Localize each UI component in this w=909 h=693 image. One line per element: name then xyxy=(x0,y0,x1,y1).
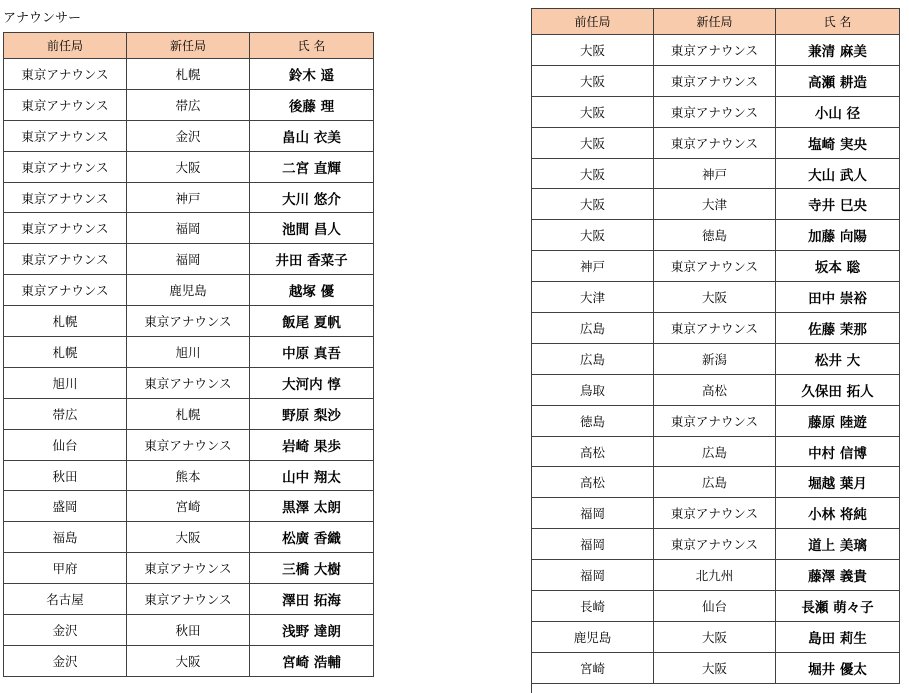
previous-station-cell: 札幌 xyxy=(4,306,127,337)
table-row xyxy=(4,151,374,182)
table-row xyxy=(532,189,900,220)
previous-station-cell: 仙台 xyxy=(4,429,127,460)
name-cell: 寺井 巳央 xyxy=(776,189,900,220)
new-station-cell: 北九州 xyxy=(654,560,776,591)
previous-station-cell: 福岡 xyxy=(532,529,654,560)
table-row xyxy=(532,96,900,127)
table-row xyxy=(532,282,900,313)
previous-station-cell: 神戸 xyxy=(532,251,654,282)
new-station-cell: 新潟 xyxy=(654,343,776,374)
new-station-cell: 東京アナウンス xyxy=(654,65,776,96)
table-row xyxy=(532,35,900,66)
name-cell: 大川 悠介 xyxy=(250,182,374,213)
name-cell: 畠山 衣美 xyxy=(250,120,374,151)
table-row xyxy=(532,65,900,96)
new-station-cell: 神戸 xyxy=(127,182,250,213)
name-cell: 中村 信博 xyxy=(776,436,900,467)
table-row xyxy=(532,220,900,251)
table-row xyxy=(4,89,374,120)
header-new-station: 新任局 xyxy=(127,33,250,59)
previous-station-cell: 福島 xyxy=(4,522,127,553)
previous-station-cell: 大阪 xyxy=(532,158,654,189)
new-station-cell: 大阪 xyxy=(127,522,250,553)
table-row xyxy=(4,398,374,429)
new-station-cell: 仙台 xyxy=(654,591,776,622)
previous-station-cell: 東京アナウンス xyxy=(4,59,127,90)
roster-table-right xyxy=(531,8,900,684)
table-row xyxy=(532,652,900,683)
table-row xyxy=(4,306,374,337)
new-station-cell: 大阪 xyxy=(654,282,776,313)
header-row xyxy=(4,33,374,59)
previous-station-cell: 広島 xyxy=(532,313,654,344)
new-station-cell: 東京アナウンス xyxy=(127,584,250,615)
previous-station-cell: 高松 xyxy=(532,436,654,467)
previous-station-cell: 長崎 xyxy=(532,591,654,622)
previous-station-cell: 大阪 xyxy=(532,35,654,66)
new-station-cell: 東京アナウンス xyxy=(654,529,776,560)
new-station-cell: 東京アナウンス xyxy=(654,498,776,529)
name-cell: 澤田 拓海 xyxy=(250,584,374,615)
new-station-cell: 神戸 xyxy=(654,158,776,189)
name-cell: 飯尾 夏帆 xyxy=(250,306,374,337)
table-row xyxy=(4,615,374,646)
name-cell: 堀井 優太 xyxy=(776,652,900,683)
previous-station-cell: 帯広 xyxy=(4,398,127,429)
name-cell: 小山 径 xyxy=(776,96,900,127)
table-row xyxy=(4,213,374,244)
table-row xyxy=(4,337,374,368)
new-station-cell: 東京アナウンス xyxy=(127,306,250,337)
name-cell: 岩崎 果歩 xyxy=(250,429,374,460)
name-cell: 三橋 大樹 xyxy=(250,553,374,584)
new-station-cell: 大阪 xyxy=(127,151,250,182)
table-row xyxy=(532,374,900,405)
new-station-cell: 東京アナウンス xyxy=(654,35,776,66)
table-row xyxy=(4,367,374,398)
table-row xyxy=(4,244,374,275)
table-row xyxy=(532,127,900,158)
new-station-cell: 東京アナウンス xyxy=(654,405,776,436)
name-cell: 二宮 直輝 xyxy=(250,151,374,182)
table-row xyxy=(4,491,374,522)
table-row xyxy=(4,553,374,584)
header-name: 氏 名 xyxy=(776,9,900,35)
previous-station-cell: 秋田 xyxy=(4,460,127,491)
table-row xyxy=(532,251,900,282)
name-cell: 長瀬 萌々子 xyxy=(776,591,900,622)
name-cell: 加藤 向陽 xyxy=(776,220,900,251)
name-cell: 佐藤 茉那 xyxy=(776,313,900,344)
table-row xyxy=(532,621,900,652)
table-row xyxy=(532,158,900,189)
table-row xyxy=(4,460,374,491)
name-cell: 久保田 拓人 xyxy=(776,374,900,405)
new-station-cell: 熊本 xyxy=(127,460,250,491)
table-row xyxy=(4,182,374,213)
previous-station-cell: 東京アナウンス xyxy=(4,244,127,275)
name-cell: 野原 梨沙 xyxy=(250,398,374,429)
previous-station-cell: 鳥取 xyxy=(532,374,654,405)
table-row xyxy=(4,429,374,460)
new-station-cell: 東京アナウンス xyxy=(654,313,776,344)
previous-station-cell: 大阪 xyxy=(532,220,654,251)
header-new-station: 新任局 xyxy=(654,9,776,35)
name-cell: 松廣 香織 xyxy=(250,522,374,553)
previous-station-cell: 鹿児島 xyxy=(532,621,654,652)
name-cell: 中原 真吾 xyxy=(250,337,374,368)
new-station-cell: 広島 xyxy=(654,467,776,498)
table-row xyxy=(532,529,900,560)
new-station-cell: 東京アナウンス xyxy=(127,553,250,584)
previous-station-cell: 福岡 xyxy=(532,560,654,591)
new-station-cell: 徳島 xyxy=(654,220,776,251)
previous-station-cell: 東京アナウンス xyxy=(4,182,127,213)
name-cell: 井田 香菜子 xyxy=(250,244,374,275)
previous-station-cell: 名古屋 xyxy=(4,584,127,615)
name-cell: 兼清 麻美 xyxy=(776,35,900,66)
new-station-cell: 福岡 xyxy=(127,244,250,275)
previous-station-cell: 甲府 xyxy=(4,553,127,584)
header-previous-station: 前任局 xyxy=(4,33,127,59)
header-previous-station: 前任局 xyxy=(532,9,654,35)
previous-station-cell: 大阪 xyxy=(532,127,654,158)
new-station-cell: 広島 xyxy=(654,436,776,467)
new-station-cell: 宮崎 xyxy=(127,491,250,522)
table-row xyxy=(532,405,900,436)
previous-station-cell: 福岡 xyxy=(532,498,654,529)
new-station-cell: 大阪 xyxy=(654,652,776,683)
table-row xyxy=(4,120,374,151)
name-cell: 塩崎 実央 xyxy=(776,127,900,158)
previous-station-cell: 金沢 xyxy=(4,645,127,676)
previous-station-cell: 東京アナウンス xyxy=(4,89,127,120)
name-cell: 黒澤 太朗 xyxy=(250,491,374,522)
previous-station-cell: 大阪 xyxy=(532,96,654,127)
new-station-cell: 東京アナウンス xyxy=(654,251,776,282)
name-cell: 島田 莉生 xyxy=(776,621,900,652)
new-station-cell: 東京アナウンス xyxy=(127,429,250,460)
previous-station-cell: 大阪 xyxy=(532,65,654,96)
previous-station-cell: 金沢 xyxy=(4,615,127,646)
new-station-cell: 金沢 xyxy=(127,120,250,151)
name-cell: 藤原 陸遊 xyxy=(776,405,900,436)
table-row xyxy=(532,343,900,374)
table-row xyxy=(4,645,374,676)
table-row xyxy=(532,591,900,622)
name-cell: 小林 将純 xyxy=(776,498,900,529)
previous-station-cell: 東京アナウンス xyxy=(4,120,127,151)
new-station-cell: 東京アナウンス xyxy=(654,96,776,127)
name-cell: 堀越 葉月 xyxy=(776,467,900,498)
table-row xyxy=(532,467,900,498)
table-row xyxy=(532,313,900,344)
new-station-cell: 旭川 xyxy=(127,337,250,368)
previous-station-cell: 大津 xyxy=(532,282,654,313)
previous-station-cell: 高松 xyxy=(532,467,654,498)
table-row xyxy=(4,584,374,615)
name-cell: 田中 崇裕 xyxy=(776,282,900,313)
previous-station-cell: 旭川 xyxy=(4,367,127,398)
table-row xyxy=(532,436,900,467)
name-cell: 後藤 理 xyxy=(250,89,374,120)
name-cell: 浅野 達朗 xyxy=(250,615,374,646)
name-cell: 池間 昌人 xyxy=(250,213,374,244)
new-station-cell: 秋田 xyxy=(127,615,250,646)
previous-station-cell: 東京アナウンス xyxy=(4,151,127,182)
table-row xyxy=(532,560,900,591)
new-station-cell: 大津 xyxy=(654,189,776,220)
new-station-cell: 高松 xyxy=(654,374,776,405)
table-row xyxy=(4,59,374,90)
name-cell: 山中 翔太 xyxy=(250,460,374,491)
table-row xyxy=(4,275,374,306)
name-cell: 坂本 聡 xyxy=(776,251,900,282)
page-title: アナウンサー xyxy=(3,11,82,26)
previous-station-cell: 広島 xyxy=(532,343,654,374)
header-row xyxy=(532,9,900,35)
new-station-cell: 東京アナウンス xyxy=(654,127,776,158)
name-cell: 越塚 優 xyxy=(250,275,374,306)
header-name: 氏 名 xyxy=(250,33,374,59)
name-cell: 大河内 惇 xyxy=(250,367,374,398)
new-station-cell: 東京アナウンス xyxy=(127,367,250,398)
previous-station-cell: 大阪 xyxy=(532,189,654,220)
new-station-cell: 大阪 xyxy=(127,645,250,676)
previous-station-cell: 盛岡 xyxy=(4,491,127,522)
roster-table-left xyxy=(3,32,374,677)
previous-station-cell: 宮崎 xyxy=(532,652,654,683)
new-station-cell: 福岡 xyxy=(127,213,250,244)
new-station-cell: 札幌 xyxy=(127,398,250,429)
new-station-cell: 大阪 xyxy=(654,621,776,652)
previous-station-cell: 東京アナウンス xyxy=(4,275,127,306)
name-cell: 藤澤 義貴 xyxy=(776,560,900,591)
name-cell: 道上 美璃 xyxy=(776,529,900,560)
page-margin-tick xyxy=(531,684,532,693)
previous-station-cell: 東京アナウンス xyxy=(4,213,127,244)
table-row xyxy=(532,498,900,529)
name-cell: 鈴木 遥 xyxy=(250,59,374,90)
new-station-cell: 鹿児島 xyxy=(127,275,250,306)
name-cell: 高瀬 耕造 xyxy=(776,65,900,96)
new-station-cell: 札幌 xyxy=(127,59,250,90)
table-row xyxy=(4,522,374,553)
name-cell: 大山 武人 xyxy=(776,158,900,189)
name-cell: 宮崎 浩輔 xyxy=(250,645,374,676)
previous-station-cell: 札幌 xyxy=(4,337,127,368)
previous-station-cell: 徳島 xyxy=(532,405,654,436)
name-cell: 松井 大 xyxy=(776,343,900,374)
new-station-cell: 帯広 xyxy=(127,89,250,120)
